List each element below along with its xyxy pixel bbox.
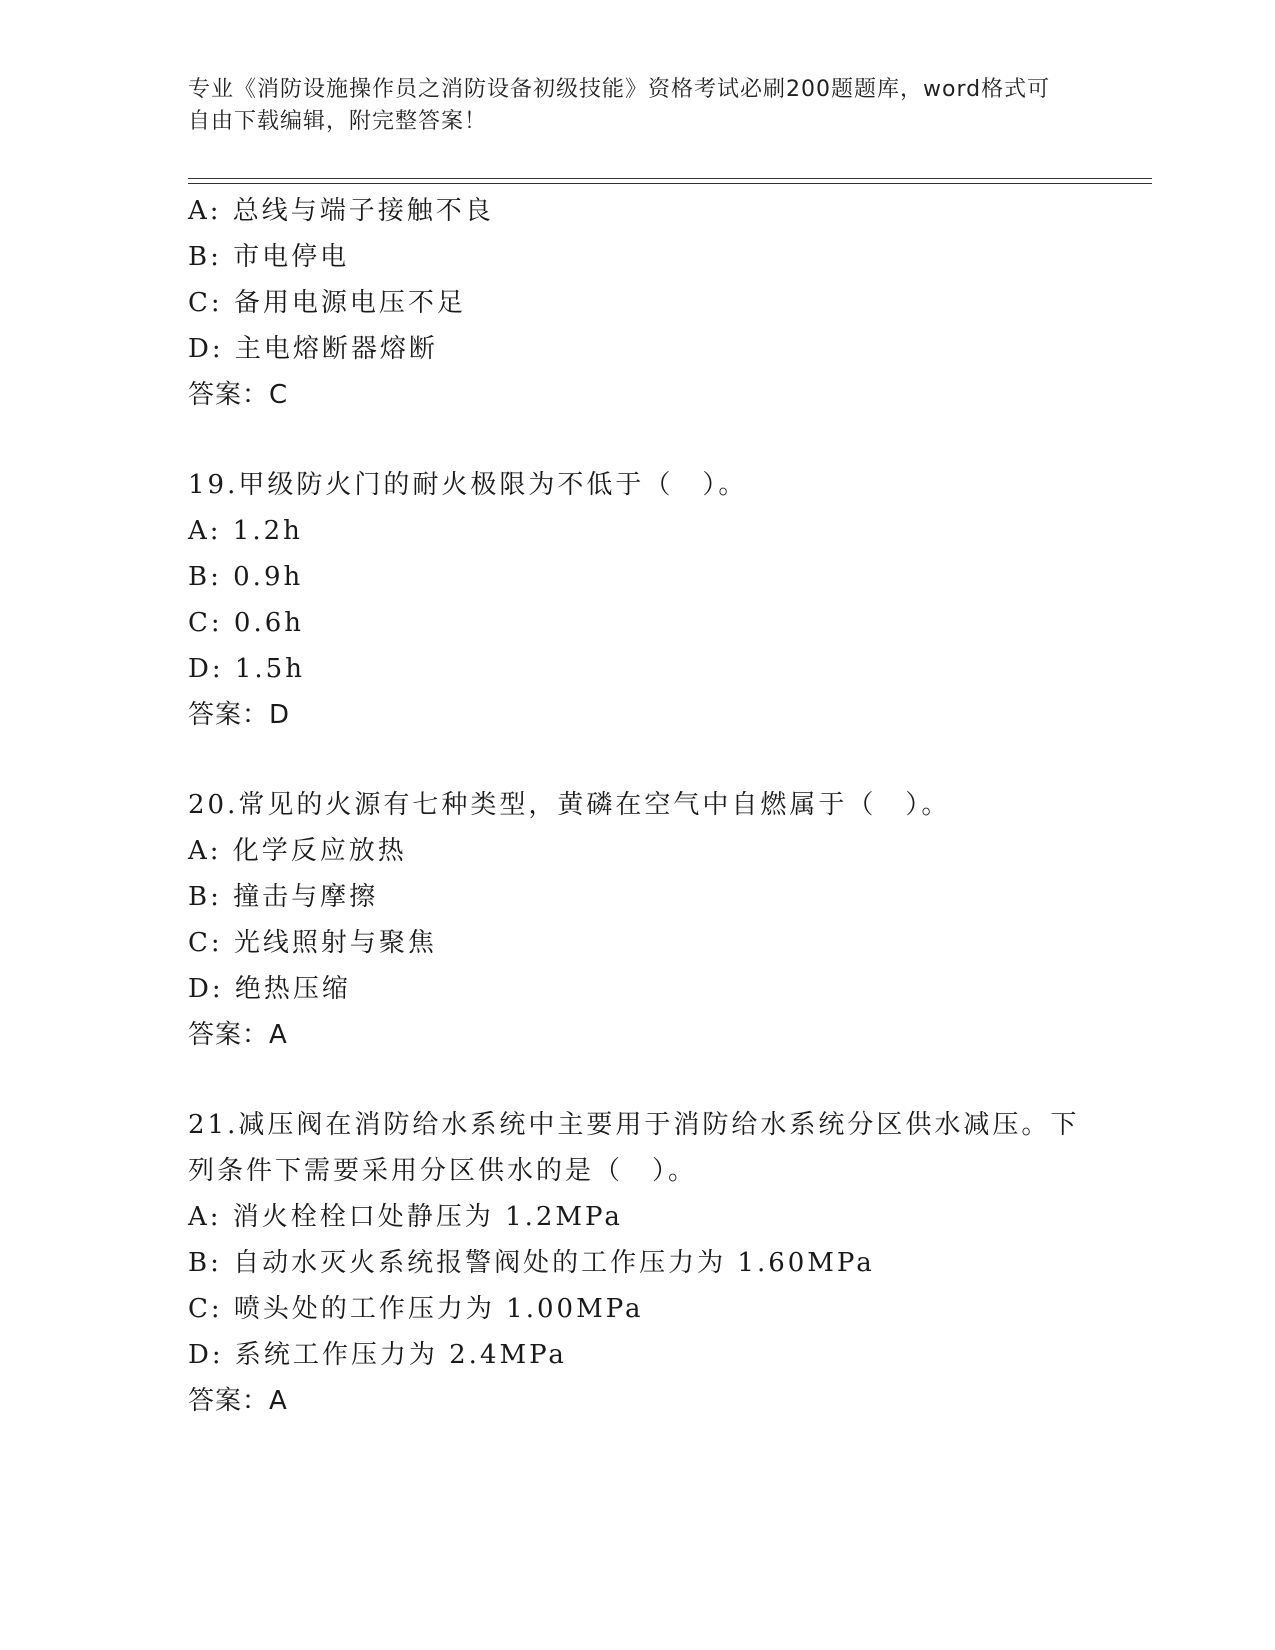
option-d: D: 主电熔断器熔断	[188, 334, 438, 364]
question-19-block	[188, 462, 1088, 738]
question-stem: 19.甲级防火门的耐火极限为不低于（ ）。	[188, 470, 748, 500]
option-a: A: 化学反应放热	[188, 836, 407, 866]
question-spacer	[188, 738, 1088, 782]
document-header: 专业《消防设施操作员之消防设备初级技能》资格考试必刷200题题库，word格式可自由下载编辑，附完整答案！	[188, 77, 1051, 134]
option-c: C: 0.6h	[188, 608, 305, 638]
question-stem-line-1: 21.减压阀在消防给水系统中主要用于消防给水系统分区供水减压。下	[188, 1110, 1080, 1140]
option-a: A: 总线与端子接触不良	[188, 196, 494, 226]
option-c: C: 光线照射与聚焦	[188, 928, 437, 958]
question-content	[188, 188, 1088, 1424]
question-stem-line-2: 列条件下需要采用分区供水的是（ ）。	[188, 1156, 698, 1186]
answer-line: 答案：D	[188, 700, 291, 730]
question-18-block	[188, 188, 1088, 418]
header-divider-top	[188, 178, 1152, 179]
option-d: D: 系统工作压力为 2.4MPa	[188, 1340, 567, 1370]
question-stem: 20.常见的火源有七种类型，黄磷在空气中自燃属于（ ）。	[188, 790, 951, 820]
question-21-block	[188, 1102, 1088, 1424]
option-b: B: 自动水灭火系统报警阀处的工作压力为 1.60MPa	[188, 1248, 875, 1278]
answer-line: 答案：A	[188, 1020, 288, 1050]
option-c: C: 喷头处的工作压力为 1.00MPa	[188, 1294, 644, 1324]
option-b: B: 0.9h	[188, 562, 304, 592]
question-spacer	[188, 418, 1088, 462]
answer-line: 答案：C	[188, 380, 289, 410]
question-spacer	[188, 1058, 1088, 1102]
option-d: D: 1.5h	[188, 654, 305, 684]
option-b: B: 撞击与摩擦	[188, 882, 379, 912]
option-c: C: 备用电源电压不足	[188, 288, 466, 318]
option-b: B: 市电停电	[188, 242, 350, 272]
option-a: A: 1.2h	[188, 516, 303, 546]
header-divider-bottom	[188, 183, 1152, 184]
option-a: A: 消火栓栓口处静压为 1.2MPa	[188, 1202, 623, 1232]
answer-line: 答案：A	[188, 1386, 288, 1416]
option-d: D: 绝热压缩	[188, 974, 351, 1004]
question-20-block	[188, 782, 1088, 1058]
